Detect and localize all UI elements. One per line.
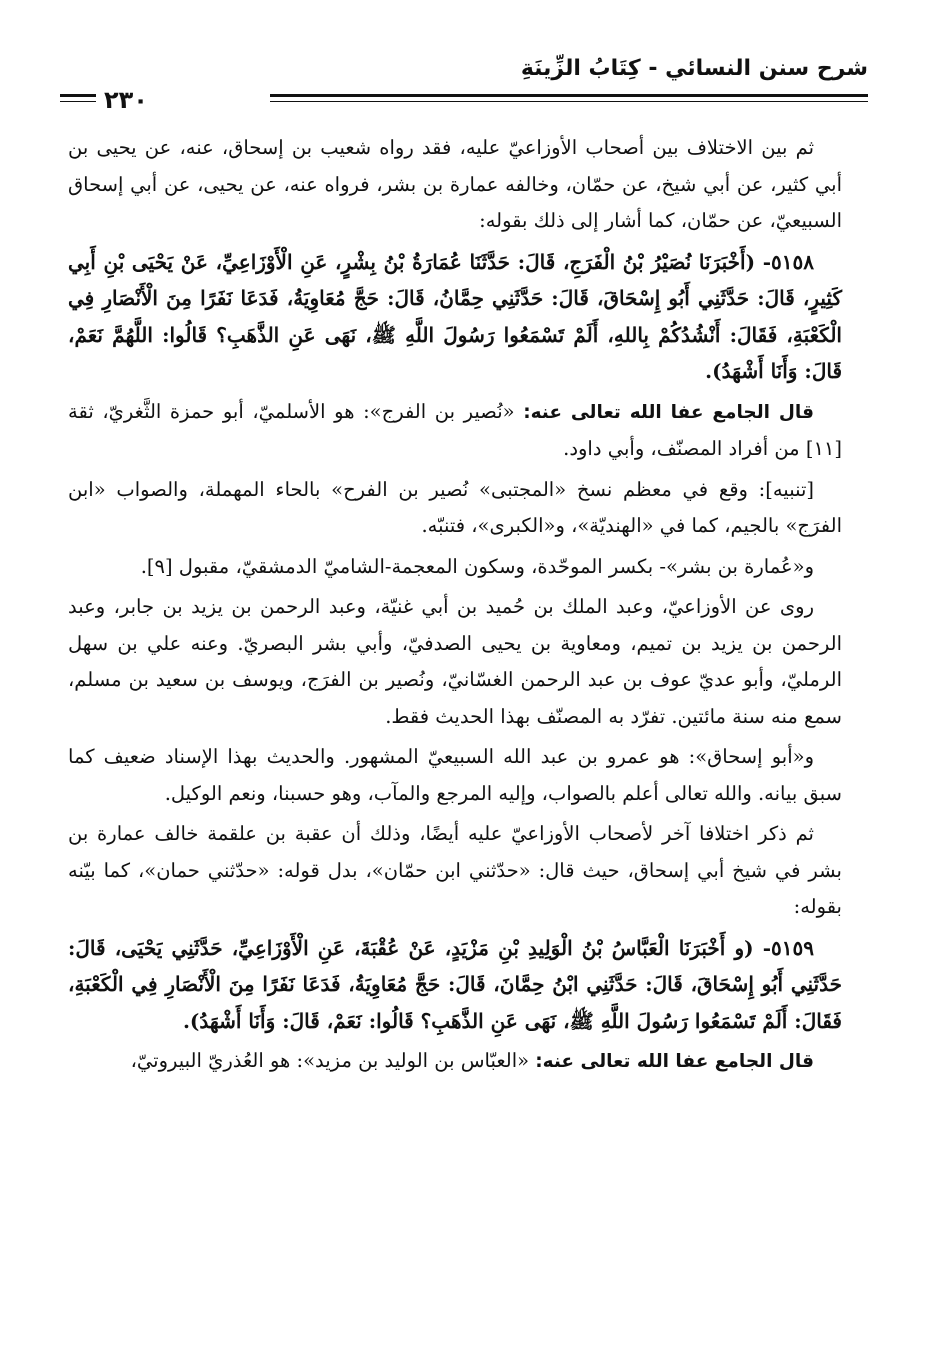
note-paragraph: [تنبيه]: وقع في معظم نسخ «المجتبى» نُصير بن الفرح» بالحاء المهملة، والصواب «ابن الفرَج» بالجيم، كما في «الهنديّة»، و«الكبرى»، فتنبّه. [68,477,842,537]
paragraph-umara: و«عُمارة بن بشر»- بكسر الموحّدة، وسكون المعجمة-الشاميّ الدمشقيّ، مقبول [٩]. [140,554,814,578]
hadith-5159: ٥١٥٩- (و أَخْبَرَنَا الْعَبَّاسُ بْنُ الْوَلِيدِ بْنِ مَزْيَدٍ، عَنْ عُقْبَةَ، عَنِ الْأَوْزَاعِيِّ، حَدَّثَنِي يَحْيَى، قَالَ: حَدَّثَنِي أَبُو إِسْحَاقَ، قَالَ: حَدَّثَنِي ابْنُ حِمَّانَ، قَالَ: حَجَّ مُعَاوِيَةُ، فَدَعَا نَفَرًا مِنَ الْأَنْصَارِ فِي الْكَعْبَةِ، فَقَالَ: أَلَمْ تَسْمَعُوا رَسُولَ اللَّهِ ﷺ، نَهَى عَنِ الذَّهَبِ؟ قَالُوا: نَعَمْ، قَالَ: وَأَنَا أَشْهَدُ). [68,935,842,1033]
page-number: ٢٣٠ [104,86,148,114]
commentary-paragraph-2 [68,1043,842,1081]
commentary-lead: قال الجامع عفا الله تعالى عنه: [523,401,814,423]
paragraph-another-dispute: ثم ذكر اختلافا آخر لأصحاب الأوزاعيّ عليه أيضًا، وذلك أن عقبة بن علقمة خالف عمارة بن بشر في شيخ أبي إسحاق، حيث قال: «حدّثني ابن حمّان»، بدل قوله: «حدّثني حمان»، كما بيّنه بقوله: [68,822,842,918]
running-title: شرح سنن النسائي - كِتَابُ الزِّينَةِ [520,56,868,81]
header-rule-thin [270,101,868,102]
commentary-paragraph-1 [68,394,842,468]
paragraph-abu-ishaq: و«أبو إسحاق»: هو عمرو بن عبد الله السبيعيّ المشهور. والحديث بهذا الإسناد ضعيف كما سبق بيانه. والله تعالى أعلم بالصواب، وإليه المرجع والمآب، وهو حسبنا، ونعم الوكيل. [68,745,842,805]
paragraph-narrators: روى عن الأوزاعيّ، وعبد الملك بن حُميد بن أبي غنيّة، وعبد الرحمن بن يزيد بن جابر، وعبد الرحمن بن يزيد بن تميم، ومعاوية بن يحيى الصدفيّ، وأبي بشر البصريّ. وعنه علي بن سهل الرمليّ، وأبو عديّ عوف بن عبد الرحمن الغسّانيّ، ونُصير بن الفرَج، ويوسف بن سعيد بن مسلم، سمع منه سنة مائتين. تفرّد به المصنّف بهذا الحديث فقط. [68,595,842,728]
header-rule [270,94,868,97]
commentary-text: «نُصير بن الفرج»: هو الأسلميّ، أبو حمزة الثَّغريّ، ثقة [١١] من أفراد المصنّف، وأبي داود. [68,399,842,460]
header-rule-left [60,94,96,97]
page-body [68,130,842,1085]
commentary-text-2: «العبّاس بن الوليد بن مزيد»: هو العُذريّ البيروتيّ، [130,1049,536,1072]
header-rule-left-thin [60,101,96,102]
commentary-lead-2: قال الجامع عفا الله تعالى عنه: [535,1051,814,1072]
hadith-5158: ٥١٥٨- (أَخْبَرَنَا نُصَيْرُ بْنُ الْفَرَجِ، قَالَ: حَدَّثَنَا عُمَارَةُ بْنُ بِشْرٍ، عَنِ الْأَوْزَاعِيِّ، عَنْ يَحْيَى بْنِ أَبِي كَثِيرٍ، قَالَ: حَدَّثَنِي أَبُو إِسْحَاقَ، قَالَ: حَدَّثَنِي حِمَّانُ، قَالَ: حَجَّ مُعَاوِيَةُ، فَدَعَا نَفَرًا مِنَ الْأَنْصَارِ فِي الْكَعْبَةِ، فَقَالَ: أَنْشُدُكُمْ بِاللهِ، أَلَمْ تَسْمَعُوا رَسُولَ اللَّهِ ﷺ، نَهَى عَنِ الذَّهَبِ؟ قَالُوا: اللَّهُمَّ نَعَمْ، قَالَ: وَأَنَا أَشْهَدُ). [68,249,842,383]
paragraph-intro: ثم بين الاختلاف بين أصحاب الأوزاعيّ عليه، فقد رواه شعيب بن إسحاق، عنه، عن يحيى بن أبي كثير، عن أبي شيخ، عن حمّان، وخالفه عمارة بن بشر، فرواه عنه، عن يحيى، عن أبي إسحاق السبيعيّ، عن حمّان، كما أشار إلى ذلك بقوله: [68,136,842,232]
page-header [60,50,868,112]
